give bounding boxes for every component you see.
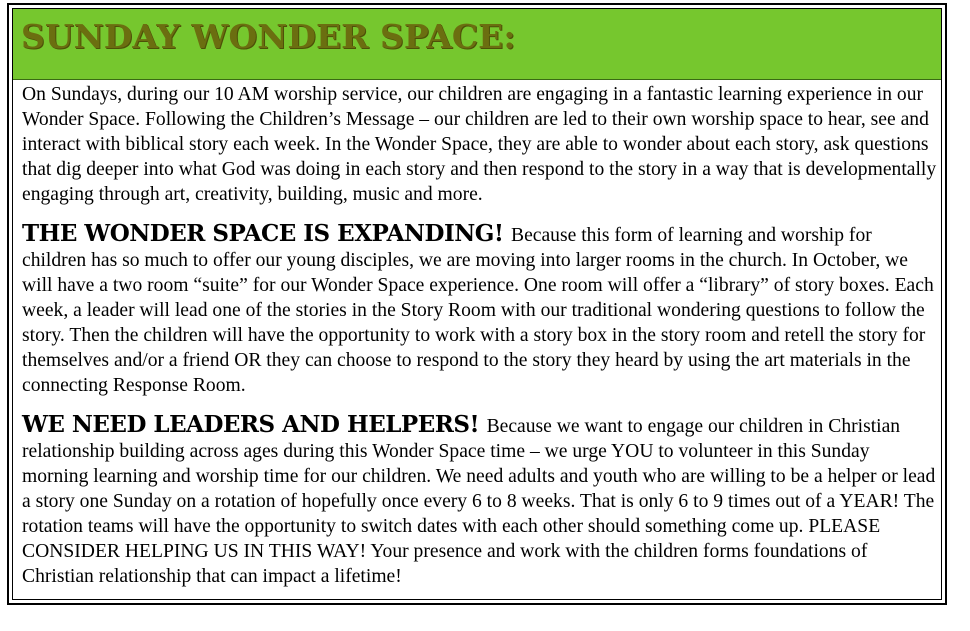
newsletter-box <box>7 3 947 605</box>
paragraph-intro <box>22 82 940 207</box>
paragraph-expanding-text: Because this form of learning and worship for children has so much to offer our young disciples, we are moving into larger rooms in the church. In October, we will have a two room “suite” for our Wonder Space experience. One room will offer a “library” of story boxes. Each week, a leader will lead one of the stories in the Story Room with our traditional wondering questions to follow the story. Then the children will have the opportunity to work with a story box in the story room and retell the story for themselves and/or a friend OR they can choose to respond to the story they heard by using the art materials in the connecting Response Room. <box>22 225 934 396</box>
article-body <box>22 82 940 589</box>
leaders-heading: WE NEED LEADERS AND HELPERS! <box>22 411 487 438</box>
paragraph-expanding <box>22 221 940 398</box>
paragraph-intro-text: On Sundays, during our 10 AM worship service, our children are engaging in a fantastic learning experience in our Wonder Space. Following the Children’s Message – our children are led to their own worship space to hear, see and interact with biblical story each week. In the Wonder Space, they are able to wonder about each story, ask questions that dig deeper into what God was doing in each story and then respond to the story in a way that is developmentally engaging through art, creativity, building, music and more. <box>22 84 937 205</box>
expanding-heading: THE WONDER SPACE IS EXPANDING! <box>22 220 512 247</box>
header-band <box>13 9 941 80</box>
section-title: SUNDAY WONDER SPACE: <box>21 17 516 56</box>
paragraph-leaders <box>22 412 940 589</box>
paragraph-leaders-text: Because we want to engage our children in Christian relationship building across ages during this Wonder Space time – we urge YOU to volunteer in this Sunday morning learning and worship time for our children. We need adults and youth who are willing to be a helper or lead a story one Sunday on a rotation of hopefully once every 6 to 8 weeks. That is only 6 to 9 times out of a YEAR! The rotation teams will have the opportunity to switch dates with each other should something come up. PLEASE CONSIDER HELPING US IN THIS WAY! Your presence and work with the children forms foundations of Christian relationship that can impact a lifetime! <box>22 416 936 587</box>
newsletter-box-inner <box>12 8 942 600</box>
